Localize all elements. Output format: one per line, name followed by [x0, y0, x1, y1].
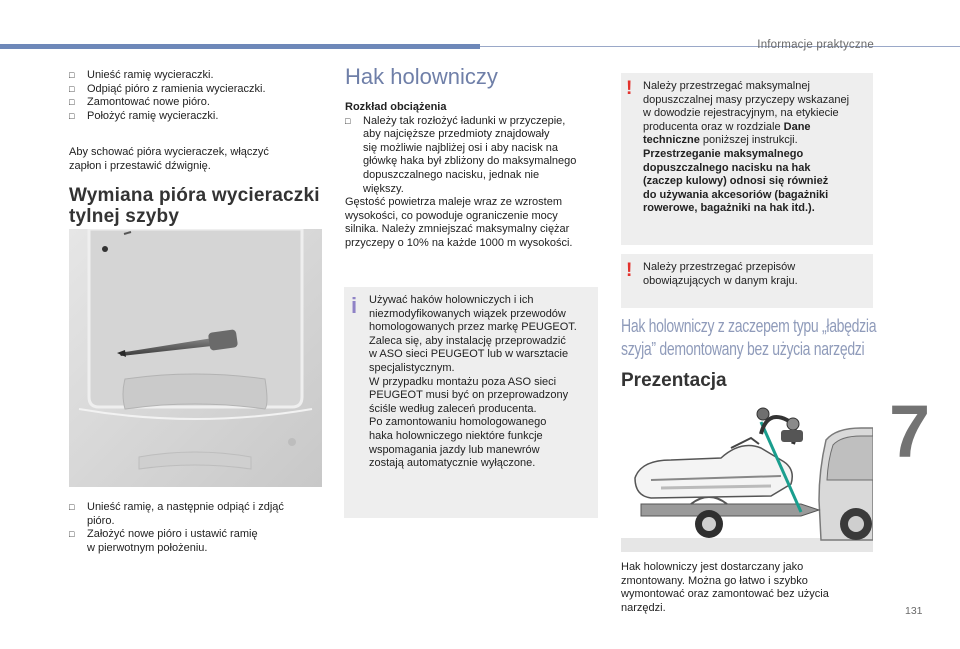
- bullet-icon: □: [69, 502, 75, 512]
- rear-wiper-heading: Wymiana pióra wycieraczki tylnej szyby: [69, 185, 320, 227]
- bullet-icon: □: [69, 110, 75, 121]
- list-item: □ Unieść ramię, a następnie odpiąć i zdjąć pióro.: [69, 501, 284, 527]
- chapter-number: 7: [889, 390, 931, 473]
- header-accent-bar: [0, 44, 480, 49]
- warning-box-regulations: [621, 254, 873, 308]
- rear-window-illustration: [69, 229, 322, 487]
- wiper-install-steps: [69, 501, 319, 555]
- warning-text: Należy przestrzegać przepisów obowiązujących w danym kraju.: [643, 261, 798, 287]
- page-number: 131: [905, 605, 923, 617]
- list-item: □ Zamontować nowe pióro.: [69, 96, 210, 109]
- wiper-steps-list: [69, 69, 319, 123]
- info-text: Używać haków holowniczych i ich niezmodyfikowanych wiązek przewodów homologowanych przez markę PEUGEOT. Zaleca się, aby instalację przeprowadzić w ASO sieci PEUGEOT lub w warsztacie specjalistycznym. W przypadku montażu poza ASO sieci PEUGEOT musi być on przeprowadzony ściśle według zaleceń producenta. Po zamontowaniu homologowanego haka holowniczego niektóre funkcje wspomagania jazdy lub manewrów zostają automatycznie wyłączone.: [369, 294, 577, 470]
- list-item: □ Unieść ramię wycieraczki.: [69, 69, 214, 81]
- list-item: □ Położyć ramię wycieraczki.: [69, 109, 219, 122]
- presentation-heading: Prezentacja: [621, 370, 727, 391]
- rear-wiper-photo: [69, 229, 322, 487]
- info-box: [344, 287, 598, 518]
- load-distribution-section: Rozkład obciążenia □ Należy tak rozłożyć ładunki w przyczepie, aby najcięższe przedmioty znajdowały się możliwie najbliżej osi i aby nacisk na główkę haka był zbliżony do maksymalnego dopuszczalnego nacisku, jednak nie większy. Gęstość powietrza maleje wraz ze wzrostem wysokości, co powoduje ograniczenie mocy silnika. Należy zmniejszać maksymalny ciężar przyczepy o 10% na każde 1000 m wysokości.: [345, 101, 600, 251]
- warning-icon: !: [626, 260, 633, 281]
- trailer-jetski-illustration: [621, 400, 873, 552]
- list-item: □ Odpiąć pióro z ramienia wycieraczki.: [69, 82, 266, 95]
- header-rule: [480, 46, 960, 47]
- towbar-description: Hak holowniczy jest dostarczany jako zmontowany. Można go łatwo i szybko wymontować oraz zamontować bez użycia narzędzi.: [621, 561, 829, 614]
- list-item: □ Założyć nowe pióro i ustawić ramię w pierwotnym położeniu.: [69, 528, 258, 554]
- section-title: Informacje praktyczne: [757, 39, 874, 51]
- warning-box-max-load: [621, 73, 873, 245]
- warning-icon: !: [626, 78, 633, 99]
- bullet-icon: □: [69, 97, 75, 108]
- info-icon: i: [351, 293, 358, 318]
- list-item: □ Należy tak rozłożyć ładunki w przyczepie, aby najcięższe przedmioty znajdowały się możliwie najbliżej osi i aby nacisk na główkę haka był zbliżony do maksymalnego dopuszczalnego nacisku, jednak nie większy.: [345, 114, 577, 195]
- swan-neck-heading: Hak holowniczy z zaczepem typu „łabędzia szyja” demontowany bez użycia narzędzi: [621, 316, 877, 359]
- towbar-illustration: [621, 400, 873, 552]
- load-distribution-heading: Rozkład obciążenia: [345, 101, 447, 113]
- warning-text: Należy przestrzegać maksymalnej dopuszczalnej masy przyczepy wskazanej w dowodzie rejestracyjnym, na etykiecie producenta oraz w rozdziale Dane techniczne poniższej instrukcji. Przestrzeganie maksymalnego dopuszczalnego nacisku na hak (zaczep kulowy) odnosi się również do używania akcesoriów (bagażniki rowerowe, bagażniki na hak itd.).: [643, 80, 850, 215]
- towbar-title: Hak holowniczy: [345, 64, 498, 89]
- bullet-icon: □: [345, 115, 351, 126]
- bullet-icon: □: [69, 70, 75, 80]
- bullet-icon: □: [69, 83, 75, 94]
- bullet-icon: □: [69, 529, 75, 540]
- wiper-retract-paragraph: Aby schować pióra wycieraczek, włączyć zapłon i przestawić dźwignię.: [69, 146, 269, 172]
